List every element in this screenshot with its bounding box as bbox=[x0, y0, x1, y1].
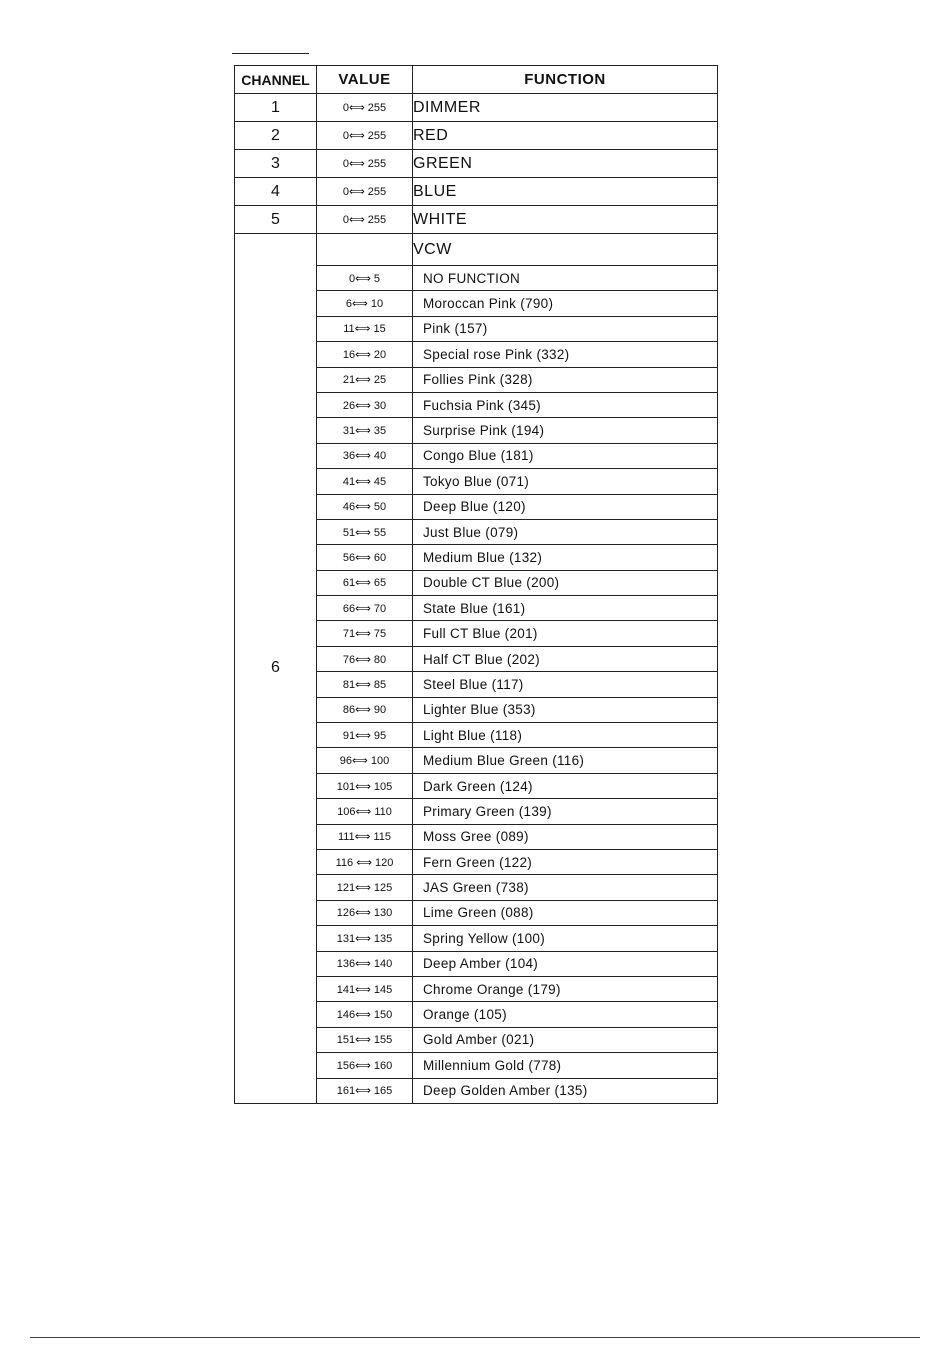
value-cell: 51⟺ 55 bbox=[317, 519, 413, 544]
function-cell: Medium Blue (132) bbox=[413, 545, 718, 570]
value-cell: 0⟺ 255 bbox=[317, 178, 413, 206]
function-cell: Chrome Orange (179) bbox=[413, 976, 718, 1001]
table-body bbox=[235, 94, 718, 1104]
value-cell: 121⟺ 125 bbox=[317, 875, 413, 900]
vcw-title-cell: VCW bbox=[413, 234, 718, 266]
value-cell: 16⟺ 20 bbox=[317, 342, 413, 367]
value-cell: 141⟺ 145 bbox=[317, 976, 413, 1001]
value-cell: 26⟺ 30 bbox=[317, 392, 413, 417]
value-cell: 46⟺ 50 bbox=[317, 494, 413, 519]
function-cell: Primary Green (139) bbox=[413, 799, 718, 824]
value-cell: 101⟺ 105 bbox=[317, 773, 413, 798]
bottom-rule bbox=[30, 1337, 920, 1338]
function-cell: JAS Green (738) bbox=[413, 875, 718, 900]
table-row bbox=[235, 150, 718, 178]
value-cell: 11⟺ 15 bbox=[317, 316, 413, 341]
function-cell: Double CT Blue (200) bbox=[413, 570, 718, 595]
function-cell: Follies Pink (328) bbox=[413, 367, 718, 392]
channel-cell: 2 bbox=[235, 122, 317, 150]
header-value: VALUE bbox=[317, 66, 413, 94]
value-cell: 0⟺ 255 bbox=[317, 150, 413, 178]
function-cell: Full CT Blue (201) bbox=[413, 621, 718, 646]
value-cell: 31⟺ 35 bbox=[317, 418, 413, 443]
value-cell: 131⟺ 135 bbox=[317, 926, 413, 951]
channel-cell: 1 bbox=[235, 94, 317, 122]
value-cell: 36⟺ 40 bbox=[317, 443, 413, 468]
function-cell: Deep Amber (104) bbox=[413, 951, 718, 976]
function-cell: Deep Golden Amber (135) bbox=[413, 1078, 718, 1103]
value-cell: 71⟺ 75 bbox=[317, 621, 413, 646]
function-cell: RED bbox=[413, 122, 718, 150]
function-cell: Congo Blue (181) bbox=[413, 443, 718, 468]
function-cell: Deep Blue (120) bbox=[413, 494, 718, 519]
value-cell: 136⟺ 140 bbox=[317, 951, 413, 976]
table-row-channel6-title bbox=[235, 234, 718, 266]
function-cell: Tokyo Blue (071) bbox=[413, 469, 718, 494]
function-cell: Lime Green (088) bbox=[413, 900, 718, 925]
function-cell: Medium Blue Green (116) bbox=[413, 748, 718, 773]
value-cell: 66⟺ 70 bbox=[317, 596, 413, 621]
value-cell: 146⟺ 150 bbox=[317, 1002, 413, 1027]
value-cell: 116 ⟺ 120 bbox=[317, 849, 413, 874]
function-cell: Spring Yellow (100) bbox=[413, 926, 718, 951]
value-cell: 21⟺ 25 bbox=[317, 367, 413, 392]
table-row bbox=[235, 178, 718, 206]
table-row bbox=[235, 122, 718, 150]
function-cell: Moroccan Pink (790) bbox=[413, 291, 718, 316]
table-header-row bbox=[235, 66, 718, 94]
value-cell bbox=[317, 234, 413, 266]
function-cell: Surprise Pink (194) bbox=[413, 418, 718, 443]
value-cell: 76⟺ 80 bbox=[317, 646, 413, 671]
function-cell: Orange (105) bbox=[413, 1002, 718, 1027]
value-cell: 0⟺ 255 bbox=[317, 122, 413, 150]
value-cell: 156⟺ 160 bbox=[317, 1053, 413, 1078]
value-cell: 41⟺ 45 bbox=[317, 469, 413, 494]
function-cell: Half CT Blue (202) bbox=[413, 646, 718, 671]
function-cell: Pink (157) bbox=[413, 316, 718, 341]
value-cell: 151⟺ 155 bbox=[317, 1027, 413, 1052]
value-cell: 81⟺ 85 bbox=[317, 672, 413, 697]
value-cell: 0⟺ 255 bbox=[317, 94, 413, 122]
function-cell: Dark Green (124) bbox=[413, 773, 718, 798]
value-cell: 0⟺ 5 bbox=[317, 266, 413, 291]
function-cell: Fern Green (122) bbox=[413, 849, 718, 874]
function-cell: Moss Gree (089) bbox=[413, 824, 718, 849]
value-cell: 91⟺ 95 bbox=[317, 723, 413, 748]
channel-cell: 3 bbox=[235, 150, 317, 178]
value-cell: 86⟺ 90 bbox=[317, 697, 413, 722]
function-cell: Steel Blue (117) bbox=[413, 672, 718, 697]
function-cell: GREEN bbox=[413, 150, 718, 178]
function-cell: BLUE bbox=[413, 178, 718, 206]
value-cell: 61⟺ 65 bbox=[317, 570, 413, 595]
function-cell: WHITE bbox=[413, 206, 718, 234]
function-cell: Lighter Blue (353) bbox=[413, 697, 718, 722]
function-cell: Millennium Gold (778) bbox=[413, 1053, 718, 1078]
value-cell: 161⟺ 165 bbox=[317, 1078, 413, 1103]
header-channel: CHANNEL bbox=[235, 66, 317, 94]
value-cell: 96⟺ 100 bbox=[317, 748, 413, 773]
value-cell: 111⟺ 115 bbox=[317, 824, 413, 849]
value-cell: 0⟺ 255 bbox=[317, 206, 413, 234]
channel-6-cell: 6 bbox=[235, 234, 317, 1104]
function-cell: Gold Amber (021) bbox=[413, 1027, 718, 1052]
function-cell: Special rose Pink (332) bbox=[413, 342, 718, 367]
channel-cell: 4 bbox=[235, 178, 317, 206]
value-cell: 56⟺ 60 bbox=[317, 545, 413, 570]
value-cell: 106⟺ 110 bbox=[317, 799, 413, 824]
function-cell: Light Blue (118) bbox=[413, 723, 718, 748]
header-function: FUNCTION bbox=[413, 66, 718, 94]
value-cell: 6⟺ 10 bbox=[317, 291, 413, 316]
channel-cell: 5 bbox=[235, 206, 317, 234]
function-cell: NO FUNCTION bbox=[413, 266, 718, 291]
table-row bbox=[235, 94, 718, 122]
value-cell: 126⟺ 130 bbox=[317, 900, 413, 925]
function-cell: DIMMER bbox=[413, 94, 718, 122]
function-cell: Fuchsia Pink (345) bbox=[413, 392, 718, 417]
top-rule bbox=[232, 53, 309, 54]
table-row bbox=[235, 206, 718, 234]
function-cell: State Blue (161) bbox=[413, 596, 718, 621]
dmx-channel-table bbox=[234, 65, 718, 1104]
function-cell: Just Blue (079) bbox=[413, 519, 718, 544]
